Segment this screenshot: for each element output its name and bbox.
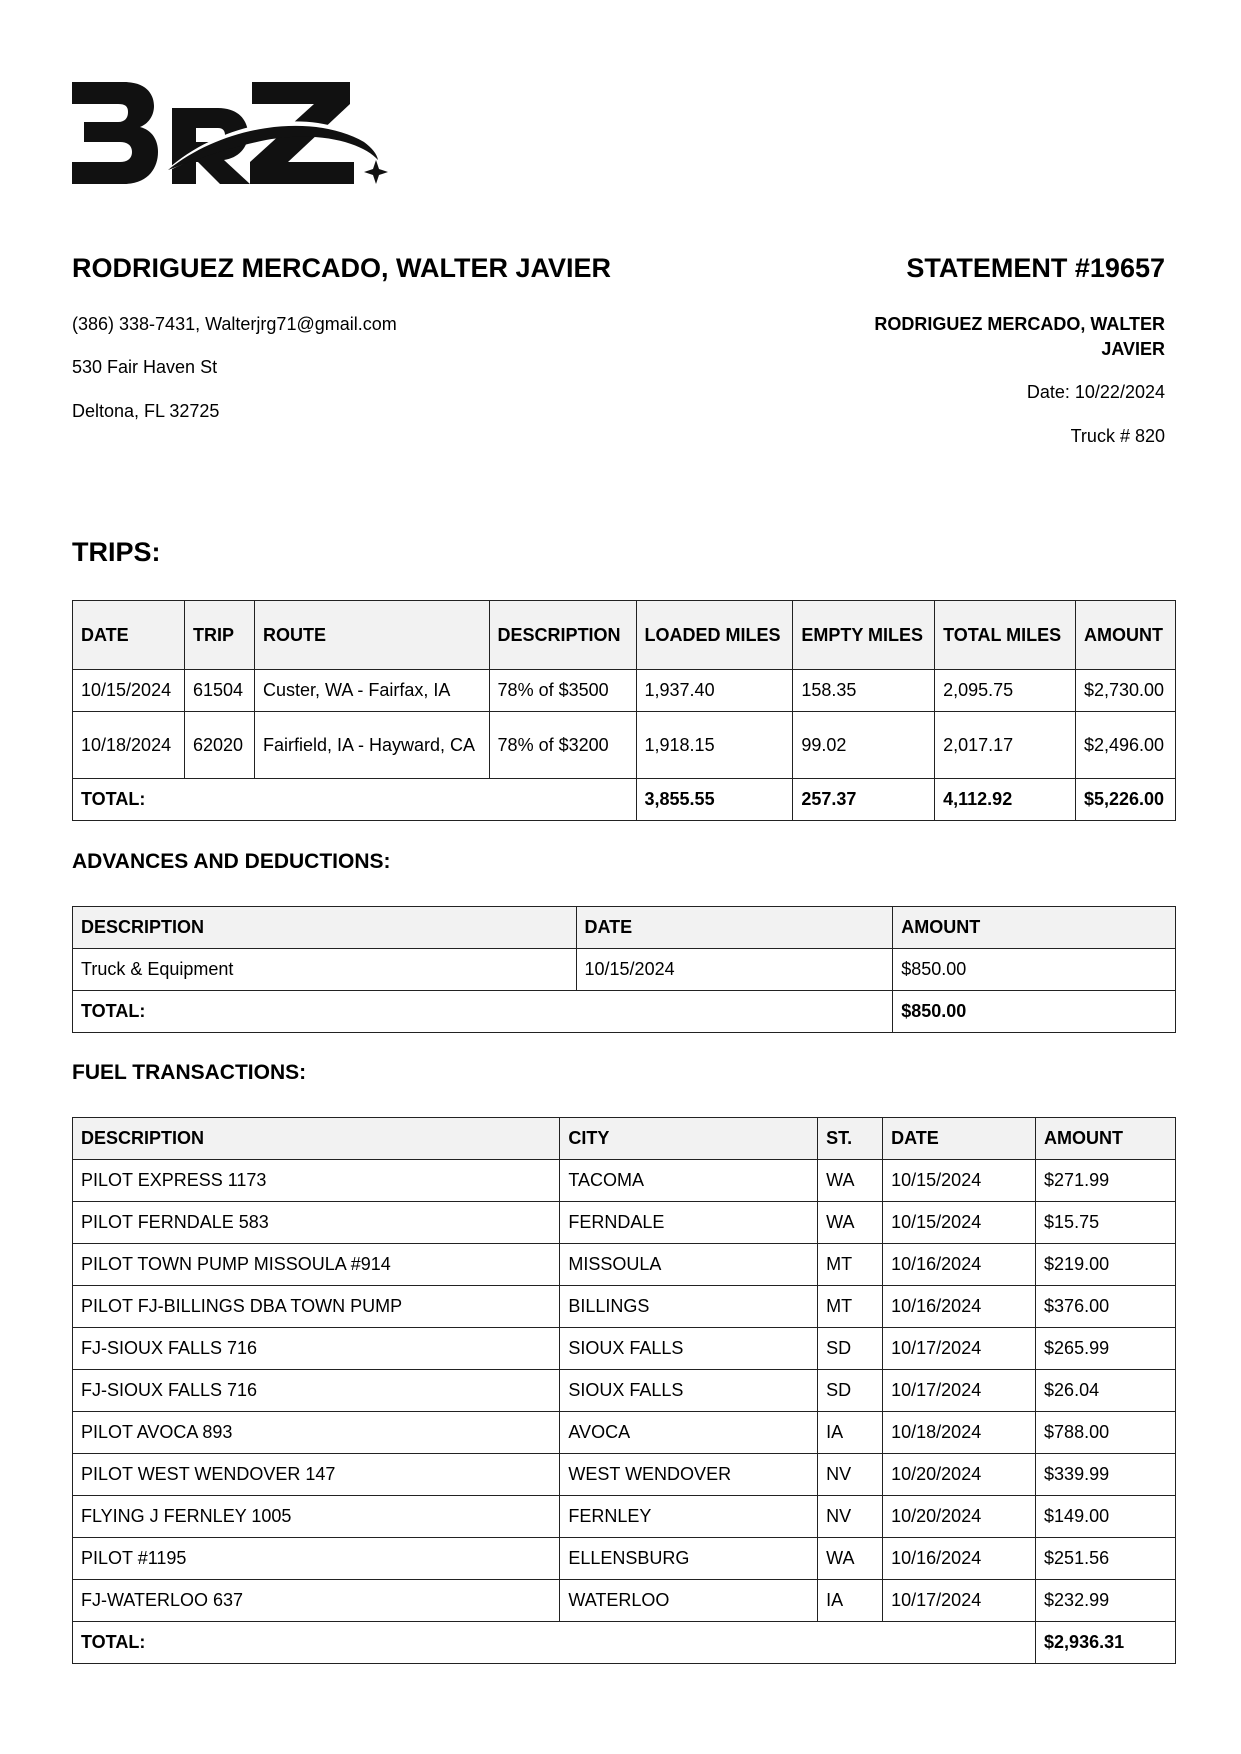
fuel-amount: $376.00 bbox=[1036, 1286, 1176, 1328]
fuel-amount: $271.99 bbox=[1036, 1160, 1176, 1202]
table-row bbox=[73, 1538, 1176, 1580]
trips-total-label: TOTAL: bbox=[73, 779, 637, 821]
col-amount: AMOUNT bbox=[1036, 1118, 1176, 1160]
driver-address-line2: Deltona, FL 32725 bbox=[72, 401, 220, 421]
fuel-description: PILOT WEST WENDOVER 147 bbox=[73, 1454, 560, 1496]
trips-total-loaded: 3,855.55 bbox=[636, 779, 793, 821]
table-row bbox=[73, 1160, 1176, 1202]
trip-number: 62020 bbox=[184, 712, 254, 779]
fuel-description: FJ-WATERLOO 637 bbox=[73, 1580, 560, 1622]
fuel-date: 10/20/2024 bbox=[883, 1496, 1036, 1538]
table-row bbox=[73, 1580, 1176, 1622]
fuel-date: 10/18/2024 bbox=[883, 1412, 1036, 1454]
fuel-date: 10/16/2024 bbox=[883, 1538, 1036, 1580]
fuel-state: MT bbox=[818, 1244, 883, 1286]
fuel-city: WATERLOO bbox=[560, 1580, 818, 1622]
advances-table bbox=[72, 906, 1176, 1033]
trip-description: 78% of $3500 bbox=[489, 670, 636, 712]
col-loaded-miles: LOADED MILES bbox=[636, 601, 793, 670]
col-state: ST. bbox=[818, 1118, 883, 1160]
col-date: DATE bbox=[883, 1118, 1036, 1160]
table-row bbox=[73, 949, 1176, 991]
statement-date: Date: 10/22/2024 bbox=[1026, 382, 1165, 402]
driver-name: RODRIGUEZ MERCADO, WALTER JAVIER bbox=[72, 253, 612, 283]
fuel-state: NV bbox=[818, 1496, 883, 1538]
driver-address-line1: 530 Fair Haven St bbox=[72, 357, 218, 377]
advance-description: Truck & Equipment bbox=[73, 949, 577, 991]
trip-description: 78% of $3200 bbox=[489, 712, 636, 779]
col-amount: AMOUNT bbox=[893, 907, 1176, 949]
fuel-city: FERNLEY bbox=[560, 1496, 818, 1538]
fuel-amount: $26.04 bbox=[1036, 1370, 1176, 1412]
statement-number: STATEMENT #19657 bbox=[906, 253, 1165, 283]
fuel-amount: $232.99 bbox=[1036, 1580, 1176, 1622]
table-row bbox=[73, 1454, 1176, 1496]
fuel-city: WEST WENDOVER bbox=[560, 1454, 818, 1496]
advances-total-row bbox=[73, 991, 1176, 1033]
col-description: DESCRIPTION bbox=[73, 1118, 560, 1160]
advances-heading: ADVANCES AND DEDUCTIONS: bbox=[72, 850, 391, 873]
fuel-amount: $251.56 bbox=[1036, 1538, 1176, 1580]
trips-header-row bbox=[73, 601, 1176, 670]
fuel-total-label: TOTAL: bbox=[73, 1622, 1036, 1664]
table-row bbox=[73, 712, 1176, 779]
truck-number: Truck # 820 bbox=[1070, 426, 1165, 446]
fuel-city: ELLENSBURG bbox=[560, 1538, 818, 1580]
trip-date: 10/18/2024 bbox=[73, 712, 185, 779]
fuel-date: 10/16/2024 bbox=[883, 1286, 1036, 1328]
fuel-date: 10/15/2024 bbox=[883, 1202, 1036, 1244]
trip-route: Fairfield, IA - Hayward, CA bbox=[254, 712, 489, 779]
advances-total-label: TOTAL: bbox=[73, 991, 893, 1033]
fuel-date: 10/17/2024 bbox=[883, 1370, 1036, 1412]
col-route: ROUTE bbox=[254, 601, 489, 670]
trip-loaded-miles: 1,937.40 bbox=[636, 670, 793, 712]
trips-total-miles: 4,112.92 bbox=[935, 779, 1076, 821]
fuel-date: 10/17/2024 bbox=[883, 1328, 1036, 1370]
fuel-description: FLYING J FERNLEY 1005 bbox=[73, 1496, 560, 1538]
fuel-state: WA bbox=[818, 1538, 883, 1580]
fuel-state: IA bbox=[818, 1580, 883, 1622]
fuel-heading: FUEL TRANSACTIONS: bbox=[72, 1061, 307, 1084]
trips-table bbox=[72, 600, 1176, 821]
trips-total-amount: $5,226.00 bbox=[1075, 779, 1175, 821]
trip-empty-miles: 99.02 bbox=[793, 712, 935, 779]
fuel-state: SD bbox=[818, 1370, 883, 1412]
col-date: DATE bbox=[576, 907, 893, 949]
table-row bbox=[73, 1496, 1176, 1538]
fuel-description: FJ-SIOUX FALLS 716 bbox=[73, 1370, 560, 1412]
advance-amount: $850.00 bbox=[893, 949, 1176, 991]
fuel-city: AVOCA bbox=[560, 1412, 818, 1454]
table-row bbox=[73, 1412, 1176, 1454]
table-row bbox=[73, 1202, 1176, 1244]
fuel-city: BILLINGS bbox=[560, 1286, 818, 1328]
fuel-state: MT bbox=[818, 1286, 883, 1328]
trips-heading: TRIPS: bbox=[72, 537, 161, 567]
brz-logo bbox=[72, 78, 392, 193]
fuel-description: PILOT AVOCA 893 bbox=[73, 1412, 560, 1454]
fuel-header-row bbox=[73, 1118, 1176, 1160]
fuel-description: PILOT #1195 bbox=[73, 1538, 560, 1580]
statement-driver-name: RODRIGUEZ MERCADO, WALTER JAVIER bbox=[874, 314, 1165, 359]
fuel-description: PILOT FJ-BILLINGS DBA TOWN PUMP bbox=[73, 1286, 560, 1328]
col-trip: TRIP bbox=[184, 601, 254, 670]
col-amount: AMOUNT bbox=[1075, 601, 1175, 670]
advance-date: 10/15/2024 bbox=[576, 949, 893, 991]
table-row bbox=[73, 1286, 1176, 1328]
advances-header-row bbox=[73, 907, 1176, 949]
fuel-date: 10/20/2024 bbox=[883, 1454, 1036, 1496]
fuel-description: PILOT TOWN PUMP MISSOULA #914 bbox=[73, 1244, 560, 1286]
fuel-description: PILOT EXPRESS 1173 bbox=[73, 1160, 560, 1202]
col-description: DESCRIPTION bbox=[73, 907, 577, 949]
fuel-date: 10/17/2024 bbox=[883, 1580, 1036, 1622]
fuel-description: FJ-SIOUX FALLS 716 bbox=[73, 1328, 560, 1370]
fuel-state: SD bbox=[818, 1328, 883, 1370]
col-empty-miles: EMPTY MILES bbox=[793, 601, 935, 670]
col-city: CITY bbox=[560, 1118, 818, 1160]
col-date: DATE bbox=[73, 601, 185, 670]
fuel-state: NV bbox=[818, 1454, 883, 1496]
fuel-city: MISSOULA bbox=[560, 1244, 818, 1286]
trip-total-miles: 2,095.75 bbox=[935, 670, 1076, 712]
fuel-amount: $149.00 bbox=[1036, 1496, 1176, 1538]
trip-loaded-miles: 1,918.15 bbox=[636, 712, 793, 779]
fuel-city: SIOUX FALLS bbox=[560, 1370, 818, 1412]
trip-amount: $2,496.00 bbox=[1075, 712, 1175, 779]
table-row bbox=[73, 1328, 1176, 1370]
fuel-city: SIOUX FALLS bbox=[560, 1328, 818, 1370]
trip-date: 10/15/2024 bbox=[73, 670, 185, 712]
fuel-state: WA bbox=[818, 1160, 883, 1202]
col-total-miles: TOTAL MILES bbox=[935, 601, 1076, 670]
fuel-amount: $15.75 bbox=[1036, 1202, 1176, 1244]
fuel-description: PILOT FERNDALE 583 bbox=[73, 1202, 560, 1244]
fuel-city: FERNDALE bbox=[560, 1202, 818, 1244]
table-row bbox=[73, 1370, 1176, 1412]
table-row bbox=[73, 670, 1176, 712]
fuel-amount: $219.00 bbox=[1036, 1244, 1176, 1286]
advances-total-amount: $850.00 bbox=[893, 991, 1176, 1033]
col-description: DESCRIPTION bbox=[489, 601, 636, 670]
fuel-total-row bbox=[73, 1622, 1176, 1664]
fuel-date: 10/15/2024 bbox=[883, 1160, 1036, 1202]
fuel-state: IA bbox=[818, 1412, 883, 1454]
fuel-table bbox=[72, 1117, 1176, 1664]
table-row bbox=[73, 1244, 1176, 1286]
fuel-amount: $339.99 bbox=[1036, 1454, 1176, 1496]
fuel-amount: $265.99 bbox=[1036, 1328, 1176, 1370]
trip-amount: $2,730.00 bbox=[1075, 670, 1175, 712]
fuel-city: TACOMA bbox=[560, 1160, 818, 1202]
fuel-state: WA bbox=[818, 1202, 883, 1244]
fuel-total-amount: $2,936.31 bbox=[1036, 1622, 1176, 1664]
fuel-date: 10/16/2024 bbox=[883, 1244, 1036, 1286]
trip-route: Custer, WA - Fairfax, IA bbox=[254, 670, 489, 712]
fuel-amount: $788.00 bbox=[1036, 1412, 1176, 1454]
trip-empty-miles: 158.35 bbox=[793, 670, 935, 712]
trip-number: 61504 bbox=[184, 670, 254, 712]
trips-total-row bbox=[73, 779, 1176, 821]
trip-total-miles: 2,017.17 bbox=[935, 712, 1076, 779]
trips-total-empty: 257.37 bbox=[793, 779, 935, 821]
driver-contact: (386) 338-7431, Walterjrg71@gmail.com bbox=[72, 314, 397, 334]
